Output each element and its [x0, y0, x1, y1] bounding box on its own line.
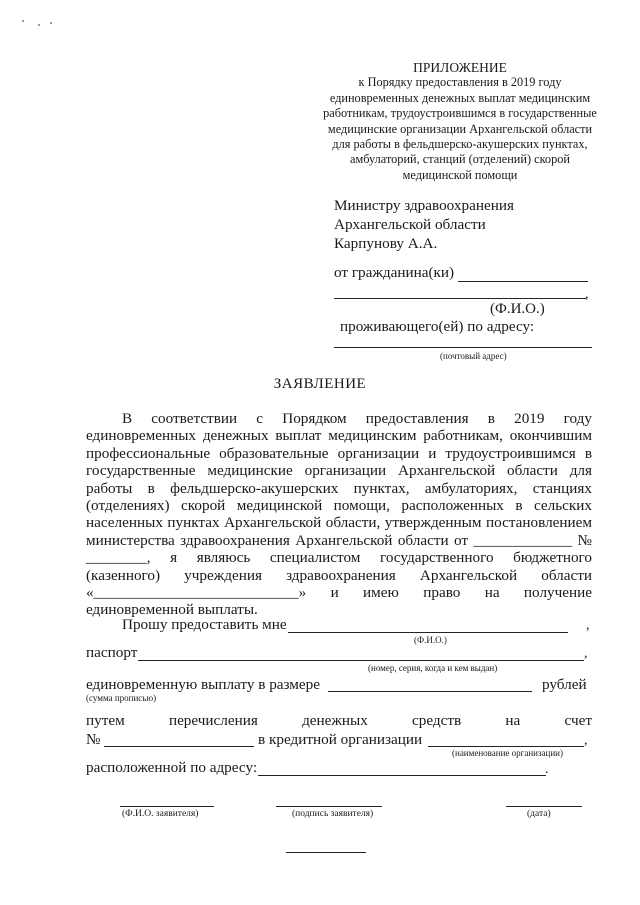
appendix-line: к Порядку предоставления в 2019 году — [358, 75, 562, 90]
appendix-block — [300, 60, 620, 183]
paragraph-line: министерства здравоохранения Архангельской области от _____________ № — [86, 531, 592, 549]
passport-caption: (номер, серия, когда и кем выдан) — [368, 663, 498, 673]
paragraph-line: В соответствии с Порядком предоставления в 2019 году — [122, 410, 592, 427]
transfer-word: перечисления — [168, 712, 258, 729]
paragraph-line: единовременных денежных выплат медицинским работникам, окончившим — [86, 427, 592, 445]
addressee-line: Архангельской области — [334, 216, 486, 233]
date-line[interactable] — [506, 806, 582, 807]
comma-mark: , — [586, 618, 590, 633]
from-name-field[interactable] — [458, 281, 588, 282]
scan-speck — [22, 20, 24, 22]
applicant-signature-line[interactable] — [276, 806, 382, 807]
bank-address-field[interactable] — [258, 775, 546, 776]
paragraph-line: единовременной выплаты. — [86, 601, 258, 619]
appendix-line: медицинские организации Архангельской области — [327, 121, 593, 136]
appendix-line: амбулаторий, станций (отделений) скорой — [350, 152, 570, 167]
appendix-line: для работы в фельдшерско-акушерских пунктах, — [332, 137, 588, 152]
passport-field[interactable] — [138, 660, 584, 661]
transfer-word: счет — [564, 712, 592, 729]
transfer-word: на — [505, 712, 521, 729]
scan-speck — [38, 24, 40, 26]
transfer-word: денежных — [302, 712, 368, 729]
number-sign: № — [86, 731, 101, 748]
request-fio-caption: (Ф.И.О.) — [414, 635, 447, 645]
fio-caption: (Ф.И.О.) — [490, 301, 545, 317]
signature-caption: (подпись заявителя) — [292, 809, 374, 819]
transfer-word: средств — [412, 712, 462, 729]
addressee-line: Карпунову А.А. — [334, 235, 438, 252]
residing-label: проживающего(ей) по адресу: — [340, 318, 535, 335]
paragraph-line: профессиональные образовательные организации и трудоустроившимся в — [86, 444, 592, 462]
bank-label: в кредитной организации — [258, 731, 423, 748]
appendix-line: медицинской помощи — [402, 167, 518, 182]
from-name-field-line2[interactable] — [334, 298, 586, 299]
appendix-line: работникам, трудоустроившимся в государственные — [323, 106, 597, 121]
applicant-name-line[interactable] — [120, 806, 214, 807]
account-number-field[interactable] — [104, 746, 254, 747]
transfer-word: путем — [86, 712, 125, 729]
comma-mark: , — [584, 733, 588, 748]
request-name-field[interactable] — [288, 632, 568, 633]
paragraph-line: «___________________________» и имею право на получение — [86, 584, 592, 602]
from-label: от гражданина(ки) — [334, 264, 455, 281]
amount-label: единовременную выплату в размере — [86, 676, 320, 693]
postal-caption: (почтовый адрес) — [440, 351, 507, 361]
paragraph-line: работы в фельдшерско-акушерских пунктах, амбулаториях, станциях — [86, 479, 592, 497]
passport-label: паспорт — [86, 644, 138, 661]
date-caption: (дата) — [527, 809, 551, 819]
transfer-line — [86, 712, 592, 730]
comma-mark: , — [584, 646, 588, 661]
currency-label: рублей — [542, 676, 587, 693]
appendix-line: единовременных денежных выплат медицинским — [329, 90, 591, 105]
applicant-name-caption: (Ф.И.О. заявителя) — [122, 809, 199, 819]
comma-mark: , — [585, 287, 589, 302]
paragraph-line: ________, я являюсь специалистом государственного бюджетного — [86, 549, 592, 567]
paragraph-line: (казенного) учреждения здравоохранения Архангельской области — [86, 566, 592, 584]
period-mark: . — [545, 762, 549, 777]
bank-caption: (наименование организации) — [452, 748, 563, 758]
amount-field[interactable] — [328, 691, 532, 692]
request-label: Прошу предоставить мне — [122, 616, 287, 633]
postal-address-field[interactable] — [334, 347, 592, 348]
appendix-heading: ПРИЛОЖЕНИЕ — [413, 60, 507, 75]
paragraph-line: населенных пунктах Архангельской области, утвержденным постановлением — [86, 514, 592, 532]
located-label: расположенной по адресу: — [86, 759, 258, 776]
bank-name-field[interactable] — [428, 746, 584, 747]
statement-paragraph — [86, 410, 592, 619]
paragraph-line: (отделениях) скорой медицинской помощи, расположенных в сельских — [86, 497, 592, 515]
scan-speck — [50, 22, 52, 24]
addressee-line: Министру здравоохранения — [334, 197, 514, 214]
addressee-block — [334, 196, 514, 253]
bottom-line — [286, 852, 366, 853]
amount-caption: (сумма прописью) — [86, 693, 157, 703]
paragraph-line: государственные медицинские организации Архангельской области для — [86, 462, 592, 480]
document-title: ЗАЯВЛЕНИЕ — [273, 376, 367, 392]
